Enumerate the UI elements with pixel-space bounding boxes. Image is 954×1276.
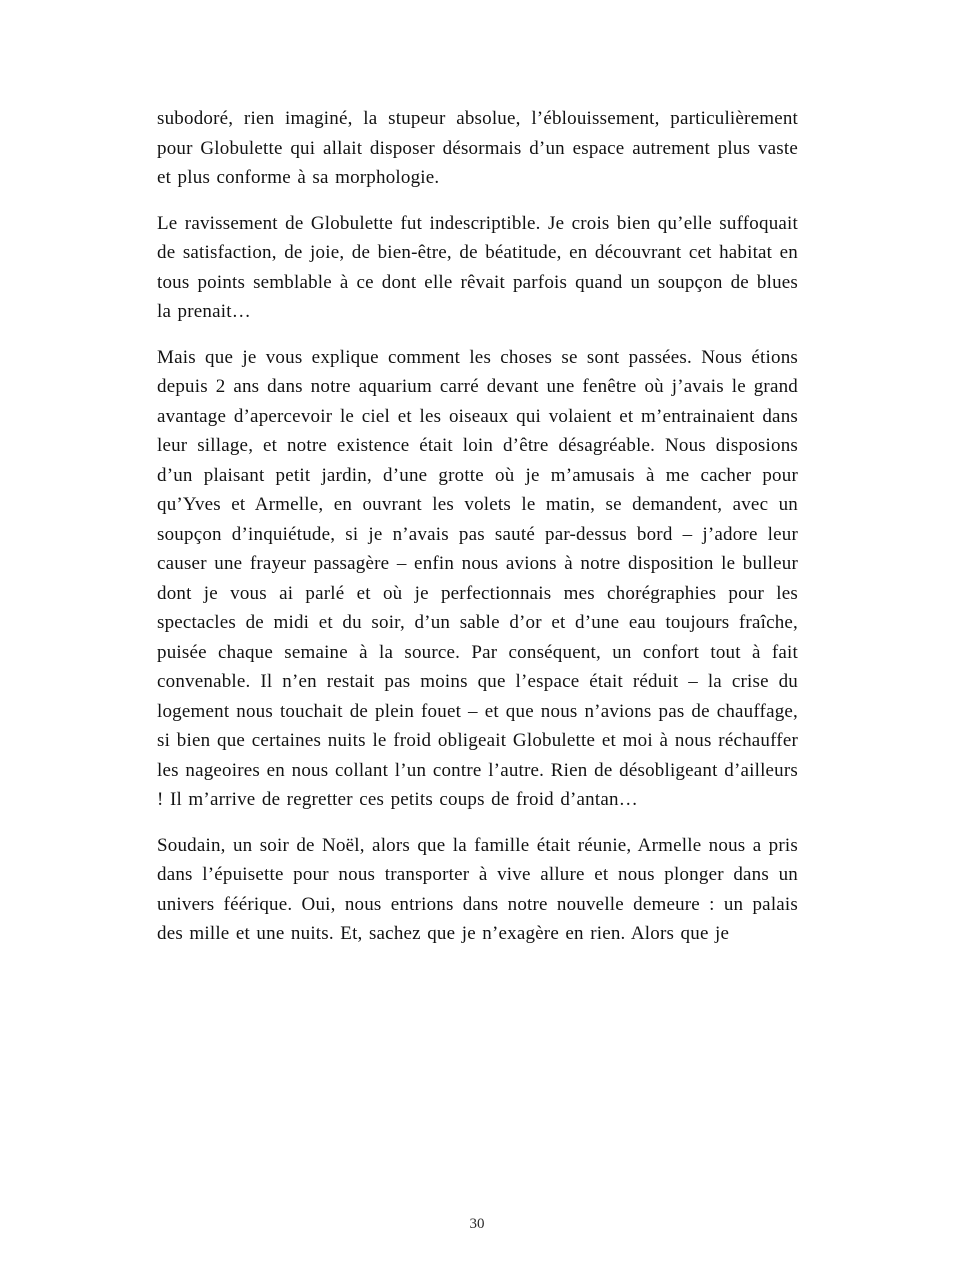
paragraph-1: subodoré, rien imaginé, la stupeur absolue, l’éblouissement, particulièrement pour Globulette qui allait disposer désormais d’un espace autrement plus vaste et plus conforme à sa morphologie. [157, 108, 798, 188]
paragraph-4: Soudain, un soir de Noël, alors que la famille était réunie, Armelle nous a pris dans l’épuisette pour nous transporter à vive allure et nous plonger dans un univers féérique. Oui, nous entrions dans notre nouvelle demeure : un palais des mille et une nuits. Et, sachez que je n’exagère en rien. Alors que je [157, 834, 798, 944]
page-number: 30 [469, 1216, 485, 1232]
paragraph-2: Le ravissement de Globulette fut indescriptible. Je crois bien qu’elle suffoquait de satisfaction, de joie, de bien-être, de béatitude, en découvrant cet habitat en tous points semblable à ce dont elle rêvait parfois quand un soupçon de blues la prenait… [157, 212, 798, 322]
paragraph-3: Mais que je vous explique comment les choses se sont passées. Nous étions depuis 2 ans dans notre aquarium carré devant une fenêtre où j’avais le grand avantage d’apercevoir le ciel et les oiseaux qui volaient et m’entrainaient dans leur sillage, et notre existence était loin d’être désagréable. Nous disposions d’un plaisant petit jardin, d’une grotte où je m’amusais à me cacher pour qu’Yves et Armelle, en ouvrant les volets le matin, se demandent, avec un soupçon d’inquiétude, si je n’avais pas sauté par-dessus bord – j’adore leur causer une frayeur passagère – enfin nous avions à notre disposition le bulleur dont je vous ai parlé et où je perfectionnais mes chorégraphies pour les spectacles de midi et du soir, d’un sable d’or et d’une eau toujours fraîche, puisée chaque semaine à la source. Par conséquent, un confort tout à fait convenable. Il n’en restait pas moins que l’espace était réduit – la crise du logement nous touchait de plein fouet – et que nous n’avions pas de chauffage, si bien que certaines nuits le froid obligeait Globulette et moi à nous réchauffer les nageoires en nous collant l’un contre l’autre. Rien de désobligeant d’ailleurs ! Il m’arrive de regretter ces petits coups de froid d’antan… [157, 346, 798, 810]
page-body-text [157, 104, 798, 965]
